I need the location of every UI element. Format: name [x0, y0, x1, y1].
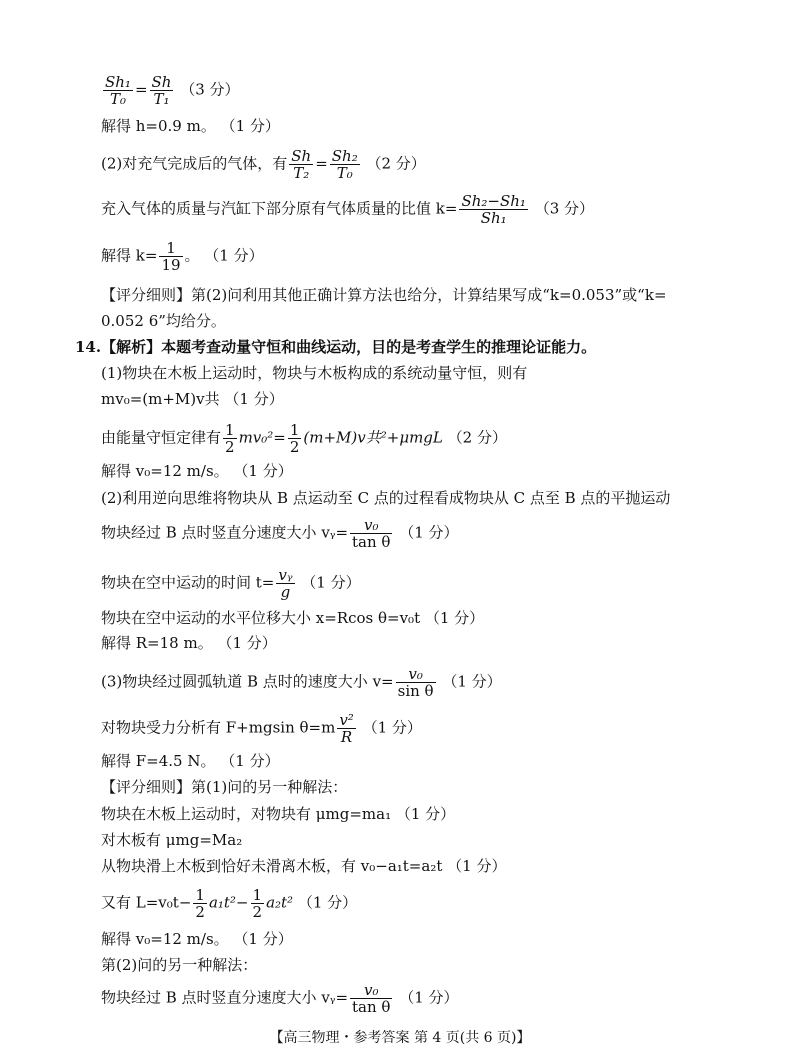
fraction: [396, 666, 436, 699]
text-line: 解得 F=4.5 N。 （1 分）: [101, 752, 280, 770]
text-line: 物块在空中运动的水平位移大小 x=Rcos θ=v₀t （1 分）: [101, 609, 485, 627]
eq-line-4: [101, 193, 594, 226]
fraction: [350, 517, 392, 550]
text-line: 从物块滑上木板到恰好未滑离木板，有 v₀−a₁t=a₂t （1 分）: [101, 857, 507, 875]
fraction-half: [251, 887, 265, 920]
grading-note: 【评分细则】第(2)问利用其他正确计算方法也给分，计算结果写成“k=0.053”或“k=: [101, 286, 667, 304]
score: （1 分）: [362, 718, 422, 737]
grading-note-cont: 0.052 6”均给分。: [101, 312, 226, 330]
page-footer: 【高三物理・参考答案 第 4 页(共 6 页)】: [269, 1030, 531, 1046]
text-line: (1)物块在木板上运动时，物块与木板构成的系统动量守恒，则有: [101, 364, 528, 382]
score: （1 分）: [399, 523, 459, 542]
numerator: vᵧ: [278, 566, 293, 584]
numerator: v₀: [350, 982, 392, 999]
fraction: [289, 148, 313, 181]
text: 物块经过 B 点时竖直分速度大小 vᵧ=: [101, 988, 349, 1007]
fraction-half: [193, 887, 207, 920]
numerator: 1: [252, 886, 263, 904]
numerator: 1: [225, 421, 235, 439]
score: （3 分）: [534, 199, 594, 218]
fraction: [159, 240, 182, 273]
text: 对物块受力分析有 F+mgsin θ=m: [101, 718, 336, 737]
fraction: [459, 193, 527, 226]
numerator: Sh₁: [105, 73, 131, 91]
score: （1 分）: [297, 893, 358, 912]
text-line: (2)利用逆向思维将物块从 B 点运动至 C 点的过程看成物块从 C 点至 B 点的平抛运动: [101, 489, 671, 507]
eq-time: [101, 567, 361, 600]
denominator: 2: [195, 903, 205, 921]
text-line: 解得 v₀=12 m/s。 （1 分）: [101, 930, 293, 948]
fraction: [103, 74, 133, 107]
text: 物块经过 B 点时竖直分速度大小 vᵧ=: [101, 523, 349, 542]
numerator: Sh: [151, 73, 172, 91]
fraction: [276, 567, 294, 600]
fraction-half: [223, 422, 237, 455]
equals: =: [134, 80, 148, 99]
text: a₂t²: [266, 893, 294, 912]
numerator: 1: [195, 886, 205, 904]
score: （2 分）: [366, 154, 426, 173]
numerator: Sh₂−Sh₁: [461, 192, 526, 210]
text: (3)物块经过圆弧轨道 B 点时的速度大小 v=: [101, 672, 394, 691]
eq-vy-alt: [101, 982, 459, 1015]
eq-line-1: [101, 74, 240, 107]
eq-speed: [101, 666, 502, 699]
fraction: [150, 74, 174, 107]
denominator: 2: [289, 438, 300, 456]
denominator: sin θ: [397, 682, 434, 700]
text: 物块在空中运动的时间 t=: [101, 573, 275, 592]
text: 由能量守恒定律有: [101, 428, 222, 447]
numerator: 1: [159, 240, 182, 257]
text-line: 解得 h=0.9 m。 （1 分）: [101, 117, 280, 135]
score: （1 分）: [301, 573, 361, 592]
denominator: tan θ: [352, 998, 391, 1016]
text-line: 解得 v₀=12 m/s。 （1 分）: [101, 462, 293, 480]
text: 解得 k=: [101, 246, 158, 265]
denominator: T₁: [153, 90, 170, 108]
eq-energy: [101, 422, 507, 455]
fraction-half: [288, 422, 302, 455]
numerator: v²: [339, 711, 354, 729]
text-line: 对木板有 μmg=Ma₂: [101, 831, 243, 849]
text: (2)对充气完成后的气体，有: [101, 154, 288, 173]
numerator: Sh₂: [331, 147, 358, 165]
eq-force: [101, 712, 422, 745]
text-line: 解得 R=18 m。 （1 分）: [101, 634, 277, 652]
text: 又有 L=v₀t−: [101, 893, 192, 912]
denominator: g: [280, 583, 291, 601]
eq-displacement: [101, 887, 357, 920]
denominator: Sh₁: [480, 209, 507, 227]
denominator: T₀: [336, 164, 353, 182]
fraction: [330, 148, 360, 181]
denominator: 19: [161, 256, 181, 274]
score: （1 分）: [399, 988, 459, 1007]
text: (m+M)v共²+μmgL: [303, 428, 443, 447]
denominator: R: [340, 728, 353, 746]
score: （2 分）: [447, 428, 507, 447]
denominator: tan θ: [352, 533, 391, 551]
numerator: v₀: [350, 517, 392, 534]
text: a₁t²−: [208, 893, 249, 912]
text-line: 物块在木板上运动时，对物块有 μmg=ma₁ （1 分）: [101, 805, 456, 823]
numerator: v₀: [396, 666, 436, 683]
text-line: 第(2)问的另一种解法：: [101, 956, 258, 974]
denominator: 2: [252, 903, 263, 921]
fraction: [337, 712, 356, 745]
numerator: Sh: [291, 147, 312, 165]
equals: =: [315, 154, 328, 173]
denominator: 2: [225, 438, 235, 456]
eq-line-3: [101, 148, 426, 181]
score: （3 分）: [180, 80, 240, 99]
text: 。 （1 分）: [184, 246, 264, 265]
text: 充入气体的质量与汽缸下部分原有气体质量的比值 k=: [101, 199, 458, 218]
eq-vy: [101, 517, 459, 550]
numerator: 1: [289, 421, 300, 439]
fraction: [350, 982, 392, 1015]
eq-line-5: [101, 240, 264, 273]
denominator: T₀: [109, 90, 126, 108]
score: （1 分）: [442, 672, 502, 691]
grading-note: 【评分细则】第(1)问的另一种解法：: [101, 778, 348, 796]
denominator: T₂: [293, 164, 310, 182]
question-14-heading: 14.【解析】本题考查动量守恒和曲线运动，目的是考查学生的推理论证能力。: [75, 338, 597, 356]
text-line: mv₀=(m+M)v共 （1 分）: [101, 390, 284, 408]
text: mv₀²=: [238, 428, 286, 447]
